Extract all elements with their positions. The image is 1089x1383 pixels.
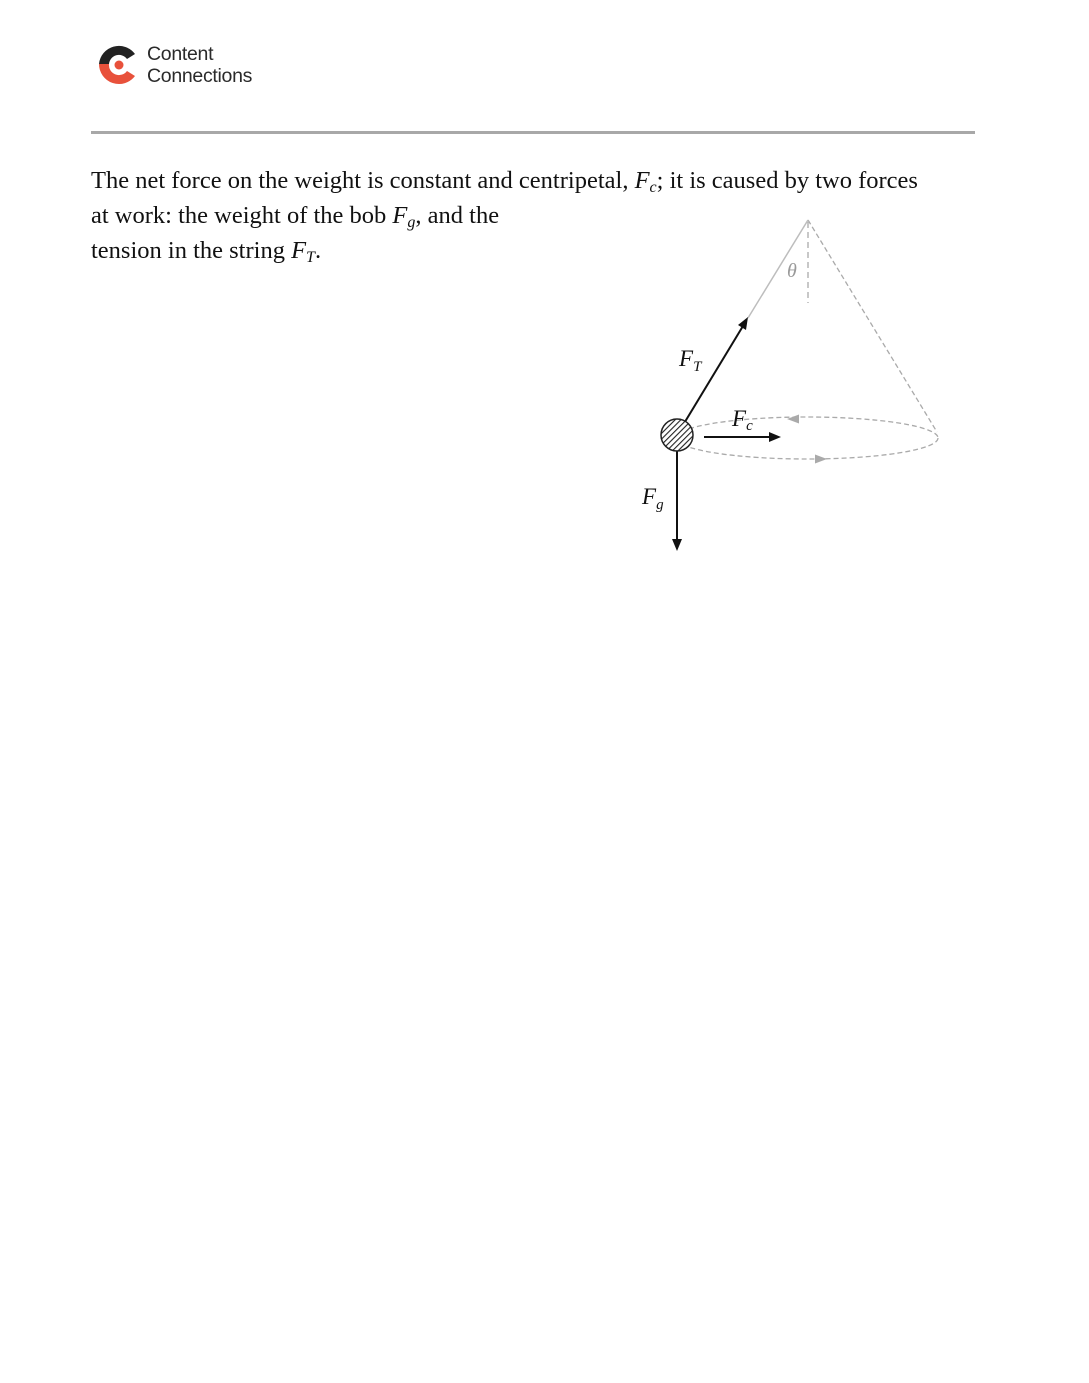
logo-mark-icon: [95, 40, 141, 90]
logo-wordmark: [147, 43, 252, 87]
pendulum-string: [748, 220, 808, 318]
gravity-arrowhead: [672, 539, 682, 551]
paragraph-text-4: tension in the string: [91, 237, 292, 264]
theta-label: θ: [787, 260, 797, 282]
centripetal-arrowhead: [769, 432, 781, 442]
pendulum-bob: [661, 419, 693, 451]
orbit-arrow-bottom: [815, 455, 827, 464]
paragraph-text-5: .: [314, 237, 322, 264]
cone-edge: [808, 220, 937, 432]
conical-pendulum-diagram: [600, 200, 960, 565]
paragraph-text-1: The net force on the weight is constant and centripetal,: [91, 167, 635, 194]
fg-label: $F_g$: [642, 484, 664, 513]
fg-symbol: $F_g$: [392, 202, 416, 231]
ft-label: $F_T$: [679, 346, 702, 375]
ft-symbol: $F_T$: [291, 237, 315, 266]
orbit-arrow-top: [787, 415, 799, 424]
logo-line-2: Connections: [147, 65, 253, 87]
diagram-svg: [600, 200, 960, 560]
logo-line-1: Content: [147, 43, 214, 65]
logo: [95, 40, 252, 90]
tension-arrowhead: [738, 317, 748, 330]
paragraph-text-2: ; it is caused by two forces at work: the weight of the bob: [91, 167, 918, 229]
fc-symbol: $F_c$: [634, 167, 657, 196]
paragraph-text-3: , and the: [415, 202, 500, 229]
fc-label: Fc: [732, 406, 753, 434]
header-divider: [91, 131, 975, 134]
